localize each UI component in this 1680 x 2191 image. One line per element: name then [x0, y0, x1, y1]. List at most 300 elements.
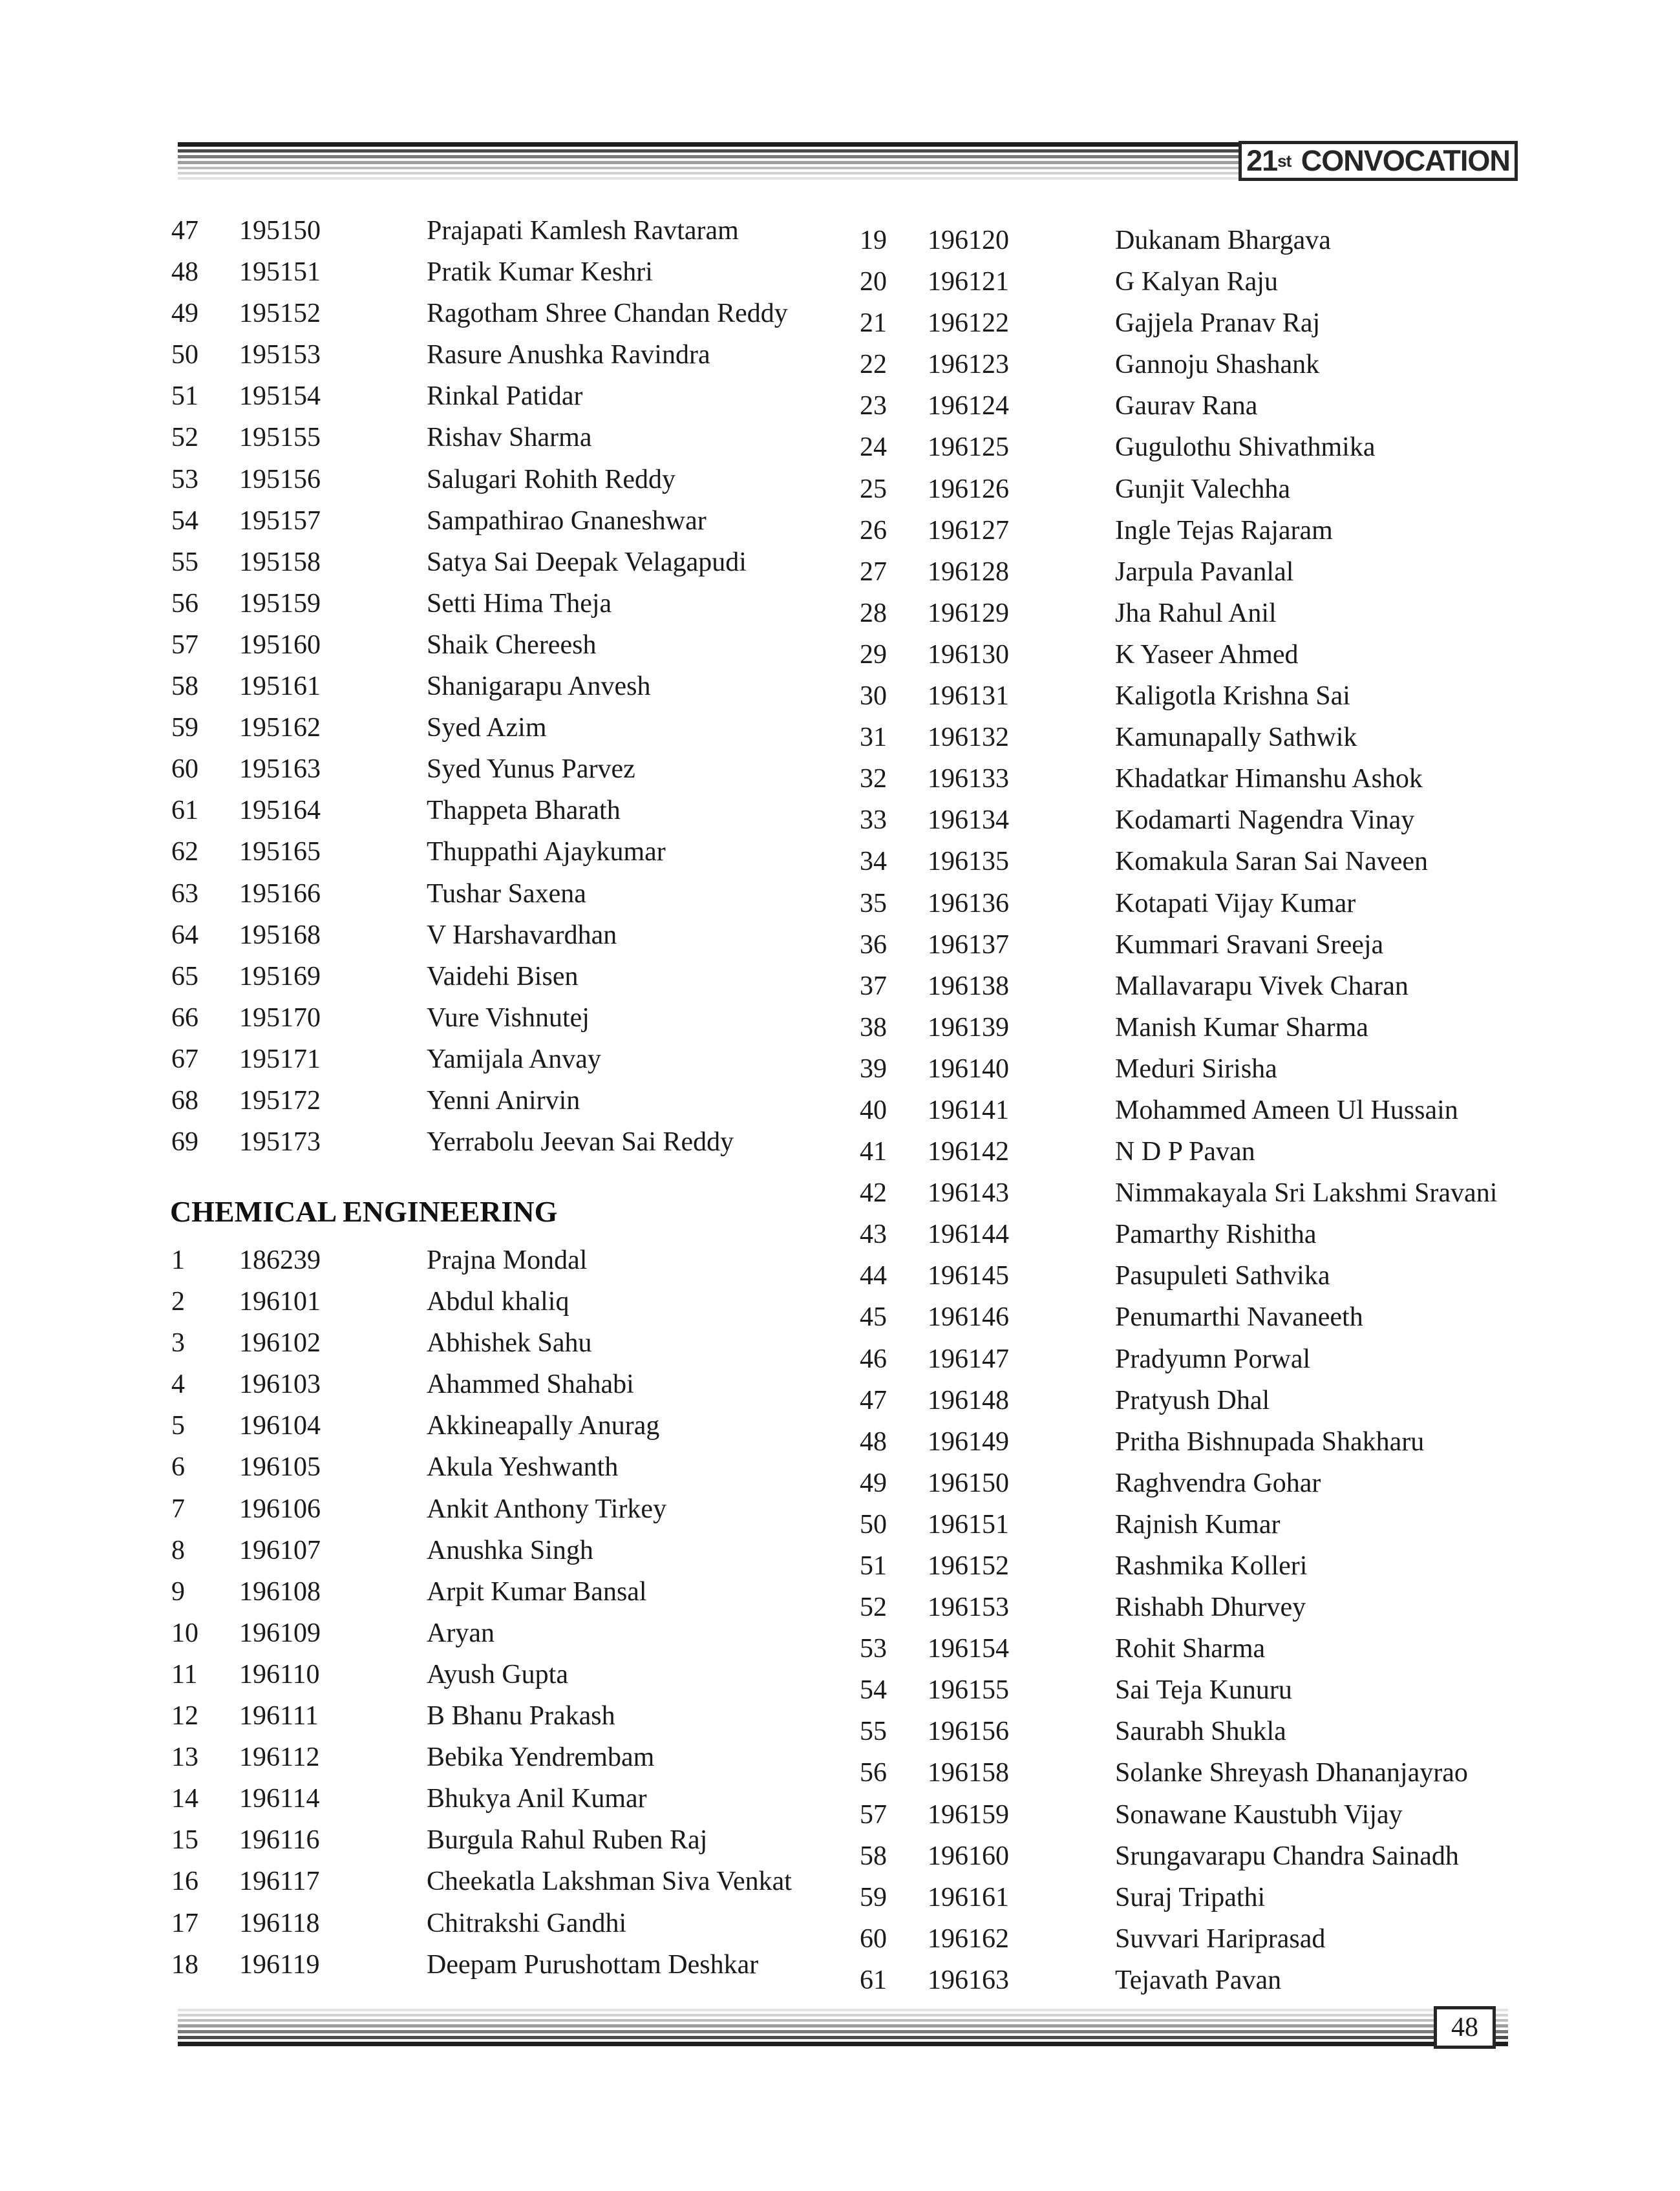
row-student-name: Meduri Sirisha: [1115, 1053, 1277, 1084]
row-serial: 35: [860, 888, 887, 918]
list-item: [171, 339, 895, 380]
row-serial: 14: [171, 1784, 198, 1814]
list-item: [171, 1617, 895, 1658]
row-roll-number: 196136: [928, 888, 1009, 918]
row-student-name: G Kalyan Raju: [1115, 267, 1278, 297]
row-serial: 63: [171, 878, 198, 909]
page-number: 48: [1434, 2006, 1496, 2049]
row-student-name: Suvvari Hariprasad: [1115, 1923, 1326, 1954]
row-serial: 59: [171, 713, 198, 743]
list-item: [860, 1426, 1674, 1467]
row-student-name: Pritha Bishnupada Shakharu: [1115, 1426, 1425, 1457]
row-student-name: Rishav Sharma: [427, 423, 592, 453]
list-item: [860, 1260, 1674, 1301]
row-roll-number: 196122: [928, 308, 1009, 339]
row-roll-number: 195158: [239, 547, 321, 577]
row-serial: 49: [860, 1468, 887, 1498]
row-serial: 60: [171, 754, 198, 785]
row-roll-number: 195164: [239, 796, 321, 826]
row-student-name: Syed Yunus Parvez: [427, 754, 635, 785]
row-student-name: Jarpula Pavanlal: [1115, 556, 1294, 587]
row-roll-number: 196104: [239, 1411, 321, 1441]
row-serial: 58: [860, 1841, 887, 1871]
row-roll-number: 196143: [928, 1178, 1009, 1209]
row-serial: 48: [171, 257, 198, 288]
row-roll-number: 195163: [239, 754, 321, 785]
list-item: [860, 1301, 1674, 1342]
row-roll-number: 195151: [239, 257, 321, 288]
row-student-name: Gugulothu Shivathmika: [1115, 432, 1376, 463]
row-roll-number: 195173: [239, 1127, 321, 1158]
list-item: [171, 1244, 895, 1286]
row-roll-number: 196147: [928, 1344, 1009, 1374]
row-student-name: Cheekatla Lakshman Siva Venkat: [427, 1867, 792, 1897]
list-item: [171, 629, 895, 670]
row-roll-number: 195154: [239, 381, 321, 412]
row-serial: 28: [860, 598, 887, 628]
list-item: [860, 431, 1674, 472]
list-item: [171, 1126, 895, 1167]
row-roll-number: 195168: [239, 920, 321, 950]
row-roll-number: 196132: [928, 723, 1009, 753]
list-item: [860, 721, 1674, 763]
horizontal-rule: [178, 2030, 1508, 2033]
list-item: [171, 1783, 895, 1824]
list-item: [860, 473, 1674, 514]
list-item: [860, 224, 1674, 266]
row-roll-number: 196127: [928, 515, 1009, 545]
list-item: [860, 307, 1674, 348]
row-student-name: Ankit Anthony Tirkey: [427, 1494, 667, 1524]
list-item: [860, 887, 1674, 929]
list-item: [860, 1881, 1674, 1923]
row-roll-number: 195171: [239, 1044, 321, 1074]
row-serial: 55: [171, 547, 198, 577]
row-roll-number: 196129: [928, 598, 1009, 628]
row-student-name: Thuppathi Ajaykumar: [427, 837, 666, 867]
footer-rule-band: [178, 2009, 1508, 2046]
row-student-name: Kamunapally Sathwik: [1115, 723, 1357, 753]
row-student-name: Anushka Singh: [427, 1535, 593, 1565]
row-roll-number: 196144: [928, 1220, 1009, 1250]
list-item: [171, 380, 895, 421]
list-item: [171, 1576, 895, 1617]
row-serial: 21: [860, 308, 887, 339]
row-serial: 40: [860, 1095, 887, 1125]
row-roll-number: 195150: [239, 216, 321, 246]
row-roll-number: 196163: [928, 1965, 1009, 1995]
row-serial: 59: [860, 1882, 887, 1912]
list-item: [860, 348, 1674, 390]
row-student-name: Komakula Saran Sai Naveen: [1115, 847, 1429, 877]
list-item: [171, 546, 895, 587]
row-serial: 54: [171, 505, 198, 536]
list-item: [860, 1964, 1674, 2006]
row-student-name: Mohammed Ameen Ul Hussain: [1115, 1095, 1458, 1125]
row-student-name: Tushar Saxena: [427, 878, 586, 909]
row-student-name: Tejavath Pavan: [1115, 1965, 1282, 1995]
row-roll-number: 196118: [239, 1908, 320, 1938]
row-serial: 54: [860, 1675, 887, 1706]
list-item: [171, 1002, 895, 1043]
list-item: [171, 1534, 895, 1576]
list-item: [860, 1550, 1674, 1591]
row-student-name: Arpit Kumar Bansal: [427, 1576, 647, 1607]
row-student-name: Ragotham Shree Chandan Reddy: [427, 299, 788, 329]
row-roll-number: 196119: [239, 1949, 320, 1980]
row-serial: 32: [860, 764, 887, 794]
row-student-name: Bebika Yendrembam: [427, 1742, 655, 1773]
row-serial: 67: [171, 1044, 198, 1074]
row-roll-number: 196116: [239, 1825, 320, 1856]
list-item: [171, 587, 895, 629]
row-roll-number: 196121: [928, 267, 1009, 297]
row-serial: 52: [171, 423, 198, 453]
row-roll-number: 196152: [928, 1551, 1009, 1581]
row-roll-number: 196135: [928, 847, 1009, 877]
list-item: [171, 256, 895, 297]
list-item: [860, 970, 1674, 1011]
row-serial: 26: [860, 515, 887, 545]
row-serial: 46: [860, 1344, 887, 1374]
row-serial: 39: [860, 1053, 887, 1084]
row-serial: 69: [171, 1127, 198, 1158]
row-student-name: Setti Hima Theja: [427, 588, 612, 619]
row-student-name: Rishabh Dhurvey: [1115, 1593, 1306, 1623]
row-student-name: Rasure Anushka Ravindra: [427, 340, 710, 370]
row-roll-number: 196148: [928, 1385, 1009, 1415]
list-item: [860, 556, 1674, 597]
row-serial: 53: [860, 1634, 887, 1664]
list-item: [171, 670, 895, 712]
row-serial: 49: [171, 299, 198, 329]
row-roll-number: 186239: [239, 1245, 321, 1275]
row-roll-number: 196110: [239, 1659, 320, 1689]
right-column-chemical-list: [860, 224, 1674, 2006]
list-item: [860, 1053, 1674, 1094]
convocation-word: CONVOCATION: [1301, 144, 1510, 177]
row-roll-number: 196146: [928, 1302, 1009, 1333]
row-student-name: Rinkal Patidar: [427, 381, 583, 412]
row-student-name: Mallavarapu Vivek Charan: [1115, 971, 1409, 1001]
row-roll-number: 195161: [239, 672, 321, 702]
row-serial: 64: [171, 920, 198, 950]
row-serial: 38: [860, 1012, 887, 1043]
row-roll-number: 195170: [239, 1002, 321, 1033]
row-student-name: Dukanam Bhargava: [1115, 226, 1331, 255]
left-column-continued-list: [171, 215, 895, 1167]
row-roll-number: 196106: [239, 1494, 321, 1524]
row-roll-number: 196159: [928, 1799, 1009, 1830]
list-item: [171, 1658, 895, 1700]
row-serial: 11: [171, 1659, 198, 1689]
row-serial: 25: [860, 474, 887, 504]
row-roll-number: 196145: [928, 1261, 1009, 1291]
row-student-name: Yenni Anirvin: [427, 1085, 580, 1116]
row-serial: 24: [860, 432, 887, 463]
row-student-name: Syed Azim: [427, 713, 547, 743]
row-roll-number: 196124: [928, 391, 1009, 421]
row-student-name: Shanigarapu Anvesh: [427, 672, 651, 702]
row-serial: 27: [860, 556, 887, 587]
row-serial: 9: [171, 1576, 185, 1607]
horizontal-rule: [178, 2009, 1508, 2011]
row-serial: 4: [171, 1370, 185, 1400]
row-student-name: Gannoju Shashank: [1115, 350, 1320, 380]
row-roll-number: 196125: [928, 432, 1009, 463]
row-student-name: Pamarthy Rishitha: [1115, 1220, 1317, 1250]
row-serial: 3: [171, 1328, 185, 1359]
row-student-name: Burgula Rahul Ruben Raj: [427, 1825, 708, 1856]
list-item: [860, 1094, 1674, 1136]
row-student-name: Penumarthi Navaneeth: [1115, 1302, 1363, 1333]
row-serial: 51: [860, 1551, 887, 1581]
list-item: [860, 390, 1674, 431]
row-roll-number: 196139: [928, 1012, 1009, 1043]
row-roll-number: 196112: [239, 1742, 320, 1773]
row-serial: 34: [860, 847, 887, 877]
left-column-chemical-list: [171, 1244, 895, 1990]
row-roll-number: 196134: [928, 805, 1009, 836]
row-roll-number: 195159: [239, 588, 321, 619]
row-roll-number: 196155: [928, 1675, 1009, 1706]
list-item: [860, 1343, 1674, 1384]
row-roll-number: 196153: [928, 1593, 1009, 1623]
row-student-name: Ingle Tejas Rajaram: [1115, 515, 1333, 545]
row-roll-number: 196123: [928, 350, 1009, 380]
horizontal-rule: [178, 2036, 1508, 2039]
row-serial: 31: [860, 723, 887, 753]
row-student-name: Gajjela Pranav Raj: [1115, 308, 1321, 339]
row-serial: 7: [171, 1494, 185, 1524]
row-roll-number: 196114: [239, 1784, 320, 1814]
row-student-name: Srungavarapu Chandra Sainadh: [1115, 1841, 1459, 1871]
row-serial: 51: [171, 381, 198, 412]
row-serial: 17: [171, 1908, 198, 1938]
list-item: [860, 1467, 1674, 1508]
list-item: [860, 639, 1674, 680]
horizontal-rule: [178, 2014, 1508, 2016]
row-roll-number: 195157: [239, 505, 321, 536]
row-student-name: Solanke Shreyash Dhananjayrao: [1115, 1758, 1468, 1788]
row-roll-number: 196111: [239, 1701, 319, 1731]
row-roll-number: 196131: [928, 681, 1009, 712]
list-item: [171, 1824, 895, 1865]
list-item: [860, 1799, 1674, 1840]
row-student-name: Vure Vishnutej: [427, 1002, 590, 1033]
row-student-name: Yamijala Anvay: [427, 1044, 601, 1074]
row-serial: 37: [860, 971, 887, 1001]
list-item: [171, 1451, 895, 1492]
row-roll-number: 195160: [239, 630, 321, 660]
list-item: [171, 1286, 895, 1327]
row-student-name: Kotapati Vijay Kumar: [1115, 888, 1356, 918]
list-item: [860, 597, 1674, 639]
row-roll-number: 196141: [928, 1095, 1009, 1125]
list-item: [171, 753, 895, 794]
row-roll-number: 196149: [928, 1426, 1009, 1457]
list-item: [171, 960, 895, 1002]
list-item: [860, 1011, 1674, 1053]
row-student-name: B Bhanu Prakash: [427, 1701, 615, 1731]
horizontal-rule: [178, 2024, 1508, 2027]
row-student-name: Pratyush Dhal: [1115, 1385, 1270, 1415]
row-serial: 5: [171, 1411, 185, 1441]
row-roll-number: 196150: [928, 1468, 1009, 1498]
horizontal-rule: [178, 2019, 1508, 2022]
row-roll-number: 196133: [928, 764, 1009, 794]
row-student-name: Salugari Rohith Reddy: [427, 464, 675, 494]
row-student-name: Kodamarti Nagendra Vinay: [1115, 805, 1415, 836]
row-serial: 43: [860, 1220, 887, 1250]
list-item: [860, 514, 1674, 556]
row-serial: 41: [860, 1137, 887, 1167]
row-serial: 1: [171, 1245, 185, 1275]
row-serial: 12: [171, 1701, 198, 1731]
list-item: [171, 215, 895, 256]
list-item: [860, 1591, 1674, 1633]
row-serial: 52: [860, 1593, 887, 1623]
list-item: [171, 297, 895, 339]
row-serial: 55: [860, 1717, 887, 1747]
row-student-name: Abhishek Sahu: [427, 1328, 592, 1359]
list-item: [171, 1907, 895, 1949]
row-serial: 6: [171, 1452, 185, 1483]
list-item: [171, 1493, 895, 1534]
list-item: [860, 1633, 1674, 1674]
row-roll-number: 196138: [928, 971, 1009, 1001]
row-serial: 10: [171, 1618, 198, 1648]
row-roll-number: 196130: [928, 639, 1009, 670]
row-roll-number: 195166: [239, 878, 321, 909]
row-serial: 58: [171, 672, 198, 702]
row-student-name: Ahammed Shahabi: [427, 1370, 634, 1400]
row-serial: 47: [171, 216, 198, 246]
row-serial: 62: [171, 837, 198, 867]
row-roll-number: 195165: [239, 837, 321, 867]
row-roll-number: 196105: [239, 1452, 321, 1483]
row-student-name: Suraj Tripathi: [1115, 1882, 1266, 1912]
row-roll-number: 196156: [928, 1717, 1009, 1747]
row-student-name: Rajnish Kumar: [1115, 1509, 1281, 1540]
list-item: [171, 794, 895, 836]
row-serial: 8: [171, 1535, 185, 1565]
row-student-name: Satya Sai Deepak Velagapudi: [427, 547, 747, 577]
list-item: [171, 919, 895, 960]
list-item: [860, 1923, 1674, 1964]
row-roll-number: 196126: [928, 474, 1009, 504]
list-item: [860, 1218, 1674, 1260]
row-serial: 33: [860, 805, 887, 836]
row-serial: 56: [860, 1758, 887, 1788]
list-item: [171, 1949, 895, 1990]
row-student-name: Gaurav Rana: [1115, 391, 1258, 421]
row-roll-number: 196107: [239, 1535, 321, 1565]
list-item: [171, 1741, 895, 1783]
row-serial: 20: [860, 267, 887, 297]
row-serial: 68: [171, 1085, 198, 1116]
row-serial: 15: [171, 1825, 198, 1856]
row-roll-number: 196109: [239, 1618, 321, 1648]
row-student-name: Vaidehi Bisen: [427, 961, 579, 991]
row-serial: 61: [171, 796, 198, 826]
row-serial: 50: [171, 340, 198, 370]
row-student-name: Pasupuleti Sathvika: [1115, 1261, 1330, 1291]
row-serial: 66: [171, 1002, 198, 1033]
list-item: [171, 505, 895, 546]
list-item: [171, 712, 895, 753]
row-student-name: Saurabh Shukla: [1115, 1717, 1286, 1747]
row-student-name: Shaik Chereesh: [427, 630, 597, 660]
row-student-name: Kaligotla Krishna Sai: [1115, 681, 1350, 712]
row-roll-number: 196137: [928, 929, 1009, 960]
row-roll-number: 196162: [928, 1923, 1009, 1954]
row-serial: 65: [171, 961, 198, 991]
row-student-name: Prajna Mondal: [427, 1245, 588, 1275]
row-serial: 16: [171, 1867, 198, 1897]
row-roll-number: 196154: [928, 1634, 1009, 1664]
row-student-name: Aryan: [427, 1618, 494, 1648]
row-roll-number: 196161: [928, 1882, 1009, 1912]
row-student-name: K Yaseer Ahmed: [1115, 639, 1299, 670]
row-serial: 60: [860, 1923, 887, 1954]
row-student-name: Jha Rahul Anil: [1115, 598, 1277, 628]
list-item: [860, 1757, 1674, 1798]
row-student-name: Pradyumn Porwal: [1115, 1344, 1311, 1374]
row-serial: 45: [860, 1302, 887, 1333]
list-item: [171, 1368, 895, 1410]
row-student-name: Akkineapally Anurag: [427, 1411, 660, 1441]
row-serial: 44: [860, 1261, 887, 1291]
row-student-name: Gunjit Valechha: [1115, 474, 1290, 504]
row-serial: 19: [860, 226, 887, 255]
row-roll-number: 196140: [928, 1053, 1009, 1084]
list-item: [860, 1136, 1674, 1177]
row-serial: 50: [860, 1509, 887, 1540]
row-student-name: Thappeta Bharath: [427, 796, 621, 826]
row-student-name: Khadatkar Himanshu Ashok: [1115, 764, 1423, 794]
row-student-name: Akula Yeshwanth: [427, 1452, 619, 1483]
list-item: [171, 1700, 895, 1741]
row-student-name: Raghvendra Gohar: [1115, 1468, 1321, 1498]
list-item: [860, 266, 1674, 307]
row-student-name: Abdul khaliq: [427, 1287, 569, 1317]
row-serial: 18: [171, 1949, 198, 1980]
row-student-name: Chitrakshi Gandhi: [427, 1908, 627, 1938]
list-item: [171, 463, 895, 505]
row-student-name: V Harshavardhan: [427, 920, 617, 950]
list-item: [171, 1327, 895, 1368]
row-student-name: Sonawane Kaustubh Vijay: [1115, 1799, 1403, 1830]
row-student-name: Bhukya Anil Kumar: [427, 1784, 647, 1814]
row-roll-number: 196101: [239, 1287, 321, 1317]
list-item: [860, 1674, 1674, 1715]
row-roll-number: 195155: [239, 423, 321, 453]
row-serial: 57: [171, 630, 198, 660]
row-roll-number: 196120: [928, 226, 1009, 255]
list-item: [860, 1384, 1674, 1426]
list-item: [171, 836, 895, 877]
row-student-name: Rohit Sharma: [1115, 1634, 1266, 1664]
row-roll-number: 196151: [928, 1509, 1009, 1540]
row-roll-number: 195156: [239, 464, 321, 494]
row-student-name: Kummari Sravani Sreeja: [1115, 929, 1384, 960]
horizontal-rule: [178, 2042, 1508, 2046]
list-item: [860, 1508, 1674, 1550]
row-roll-number: 196158: [928, 1758, 1009, 1788]
row-serial: 13: [171, 1742, 198, 1773]
row-roll-number: 196128: [928, 556, 1009, 587]
